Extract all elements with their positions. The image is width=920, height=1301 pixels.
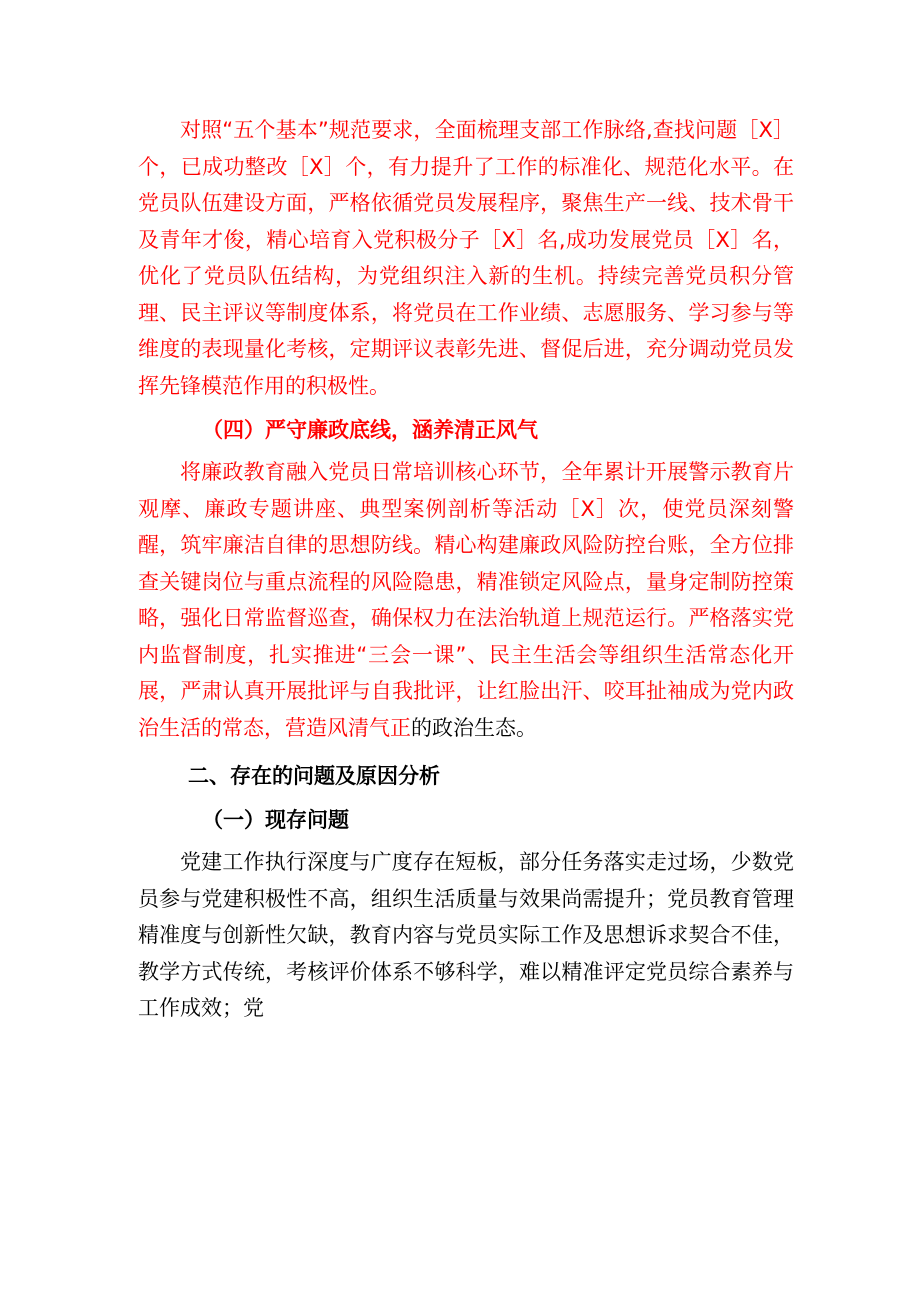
paragraph-integrity [138, 454, 794, 746]
document-page [138, 112, 794, 1027]
paragraph-integrity-black-text: 的政治生态。 [411, 715, 537, 740]
paragraph-party-building: 对照“五个基本”规范要求，全面梳理支部工作脉络,查找问题［X］个，已成功整改［X］个，有力提升了工作的标准化、规范化水平。在党员队伍建设方面，严格依循党员发展程序，聚焦生产一线、技术骨干及青年才俊，精心培育入党积极分子［X］名,成功发展党员［X］名，优化了党员队伍结构，为党组织注入新的生机。持续完善党员积分管理、民主评议等制度体系，将党员在工作业绩、志愿服务、学习参与等维度的表现量化考核，定期评议表彰先进、督促后进，充分调动党员发挥先锋模范作用的积极性。 [138, 118, 794, 398]
spacer [138, 404, 794, 412]
paragraph-integrity-red-text: 将廉政教育融入党员日常培训核心环节，全年累计开展警示教育片观摩、廉政专题讲座、典型案例剖析等活动［X］次，使党员深刻警醒，筑牢廉洁自律的思想防线。精心构建廉政风险防控台账，全方位排查关键岗位与重点流程的风险隐患，精准锁定风险点，量身定制防控策略，强化日常监督巡查，确保权力在法治轨道上规范运行。严格落实党内监督制度，扎实推进“三会一课”、民主生活会等组织生活常态化开展，严肃认真开展批评与自我批评，让红脸出汗、咬耳扯袖成为党内政治生活的常态，营造风清气正 [138, 460, 794, 740]
spacer [138, 836, 794, 844]
section-heading-problems: 二、存在的问题及原因分析 [188, 764, 440, 788]
spacer [138, 794, 794, 802]
spacer [138, 746, 794, 758]
heading-integrity: （四）严守廉政底线，涵养清正风气 [202, 418, 538, 442]
paragraph-current-problems: 党建工作执行深度与广度存在短板，部分任务落实走过场，少数党员参与党建积极性不高，组织生活质量与效果尚需提升；党员教育管理精准度与创新性欠缺，教育内容与党员实际工作及思想诉求契合不佳，教学方式传统，考核评价体系不够科学，难以精准评定党员综合素养与工作成效；党 [138, 850, 794, 1020]
spacer [138, 446, 794, 454]
heading-current-problems: （一）现存问题 [202, 808, 349, 832]
